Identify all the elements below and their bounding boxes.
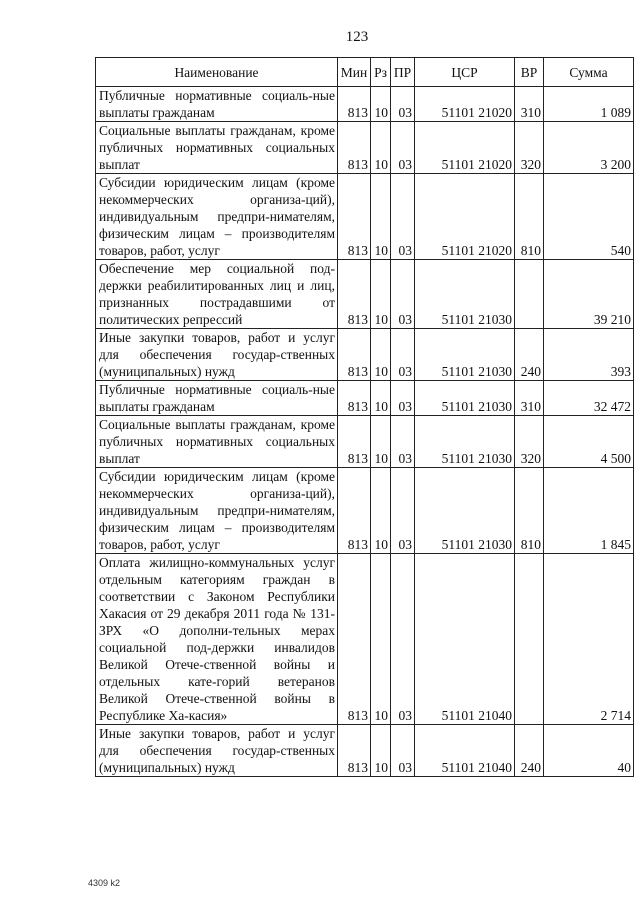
cell-vr <box>515 260 544 329</box>
cell-pr: 03 <box>391 122 415 174</box>
header-pr: ПР <box>391 58 415 87</box>
cell-rz: 10 <box>371 725 391 777</box>
cell-csr: 51101 21030 <box>415 329 515 381</box>
table-row <box>96 174 634 260</box>
header-row <box>96 58 634 87</box>
cell-name: Иные закупки товаров, работ и услуг для обеспечения государ-ственных (муниципальных) нужд <box>96 329 338 381</box>
cell-pr: 03 <box>391 260 415 329</box>
table-row <box>96 122 634 174</box>
cell-name: Социальные выплаты гражданам, кроме публичных нормативных социальных выплат <box>96 416 338 468</box>
cell-sum: 4 500 <box>544 416 634 468</box>
cell-sum: 39 210 <box>544 260 634 329</box>
cell-min: 813 <box>338 554 371 725</box>
cell-name: Субсидии юридическим лицам (кроме некоммерческих организа-ций), индивидуальным предпри-нимателям, физическим лицам – производителям товаров, работ, услуг <box>96 468 338 554</box>
cell-pr: 03 <box>391 381 415 416</box>
cell-rz: 10 <box>371 554 391 725</box>
cell-name: Публичные нормативные социаль-ные выплаты гражданам <box>96 87 338 122</box>
cell-min: 813 <box>338 87 371 122</box>
cell-pr: 03 <box>391 554 415 725</box>
header-vr: ВР <box>515 58 544 87</box>
table-row <box>96 329 634 381</box>
table-row <box>96 725 634 777</box>
cell-name: Оплата жилищно-коммунальных услуг отдельным категориям граждан в соответствии с Законом Республики Хакасия от 29 декабря 2011 года № 131-ЗРХ «О дополни-тельных мерах социальной под-держки инвалидов Великой Отече-ственной войны и отдельных кате-горий ветеранов Великой Отече-ственной войны в Республике Ха-касия» <box>96 554 338 725</box>
cell-pr: 03 <box>391 87 415 122</box>
cell-vr: 310 <box>515 87 544 122</box>
budget-table <box>95 57 634 777</box>
cell-rz: 10 <box>371 122 391 174</box>
cell-vr: 810 <box>515 468 544 554</box>
cell-rz: 10 <box>371 468 391 554</box>
cell-vr: 810 <box>515 174 544 260</box>
cell-sum: 1 845 <box>544 468 634 554</box>
cell-csr: 51101 21020 <box>415 122 515 174</box>
cell-vr <box>515 554 544 725</box>
table-row <box>96 87 634 122</box>
cell-pr: 03 <box>391 174 415 260</box>
cell-csr: 51101 21030 <box>415 381 515 416</box>
header-rz: Рз <box>371 58 391 87</box>
cell-min: 813 <box>338 468 371 554</box>
cell-name: Социальные выплаты гражданам, кроме публичных нормативных социальных выплат <box>96 122 338 174</box>
cell-vr: 240 <box>515 329 544 381</box>
cell-min: 813 <box>338 174 371 260</box>
cell-csr: 51101 21020 <box>415 87 515 122</box>
table-row <box>96 554 634 725</box>
cell-csr: 51101 21030 <box>415 468 515 554</box>
table-row <box>96 416 634 468</box>
cell-min: 813 <box>338 381 371 416</box>
cell-csr: 51101 21020 <box>415 174 515 260</box>
cell-rz: 10 <box>371 260 391 329</box>
cell-vr: 240 <box>515 725 544 777</box>
table-row <box>96 468 634 554</box>
cell-rz: 10 <box>371 416 391 468</box>
cell-sum: 1 089 <box>544 87 634 122</box>
cell-csr: 51101 21040 <box>415 725 515 777</box>
cell-min: 813 <box>338 260 371 329</box>
cell-pr: 03 <box>391 329 415 381</box>
cell-sum: 40 <box>544 725 634 777</box>
cell-min: 813 <box>338 416 371 468</box>
table-row <box>96 260 634 329</box>
cell-csr: 51101 21030 <box>415 416 515 468</box>
cell-sum: 32 472 <box>544 381 634 416</box>
page-number: 123 <box>345 29 369 45</box>
cell-name: Субсидии юридическим лицам (кроме некоммерческих организа-ций), индивидуальным предпри-нимателям, физическим лицам – производителям товаров, работ, услуг <box>96 174 338 260</box>
cell-min: 813 <box>338 329 371 381</box>
table-body <box>96 87 634 777</box>
table-row <box>96 381 634 416</box>
cell-name: Обеспечение мер социальной под-держки реабилитированных лиц и лиц, признанных пострадавшими от политических репрессий <box>96 260 338 329</box>
header-sum: Сумма <box>544 58 634 87</box>
cell-name: Публичные нормативные социаль-ные выплаты гражданам <box>96 381 338 416</box>
cell-rz: 10 <box>371 87 391 122</box>
header-csr: ЦСР <box>415 58 515 87</box>
cell-sum: 540 <box>544 174 634 260</box>
cell-min: 813 <box>338 122 371 174</box>
cell-vr: 320 <box>515 122 544 174</box>
cell-pr: 03 <box>391 725 415 777</box>
header-min: Мин <box>338 58 371 87</box>
cell-sum: 2 714 <box>544 554 634 725</box>
cell-rz: 10 <box>371 329 391 381</box>
cell-rz: 10 <box>371 381 391 416</box>
cell-sum: 393 <box>544 329 634 381</box>
cell-name: Иные закупки товаров, работ и услуг для обеспечения государ-ственных (муниципальных) нужд <box>96 725 338 777</box>
table-header <box>96 58 634 87</box>
cell-pr: 03 <box>391 468 415 554</box>
header-name: Наименование <box>96 58 338 87</box>
cell-rz: 10 <box>371 174 391 260</box>
cell-vr: 310 <box>515 381 544 416</box>
cell-vr: 320 <box>515 416 544 468</box>
cell-min: 813 <box>338 725 371 777</box>
cell-csr: 51101 21030 <box>415 260 515 329</box>
cell-pr: 03 <box>391 416 415 468</box>
cell-csr: 51101 21040 <box>415 554 515 725</box>
footer-code: 4309 k2 <box>88 878 121 888</box>
cell-sum: 3 200 <box>544 122 634 174</box>
